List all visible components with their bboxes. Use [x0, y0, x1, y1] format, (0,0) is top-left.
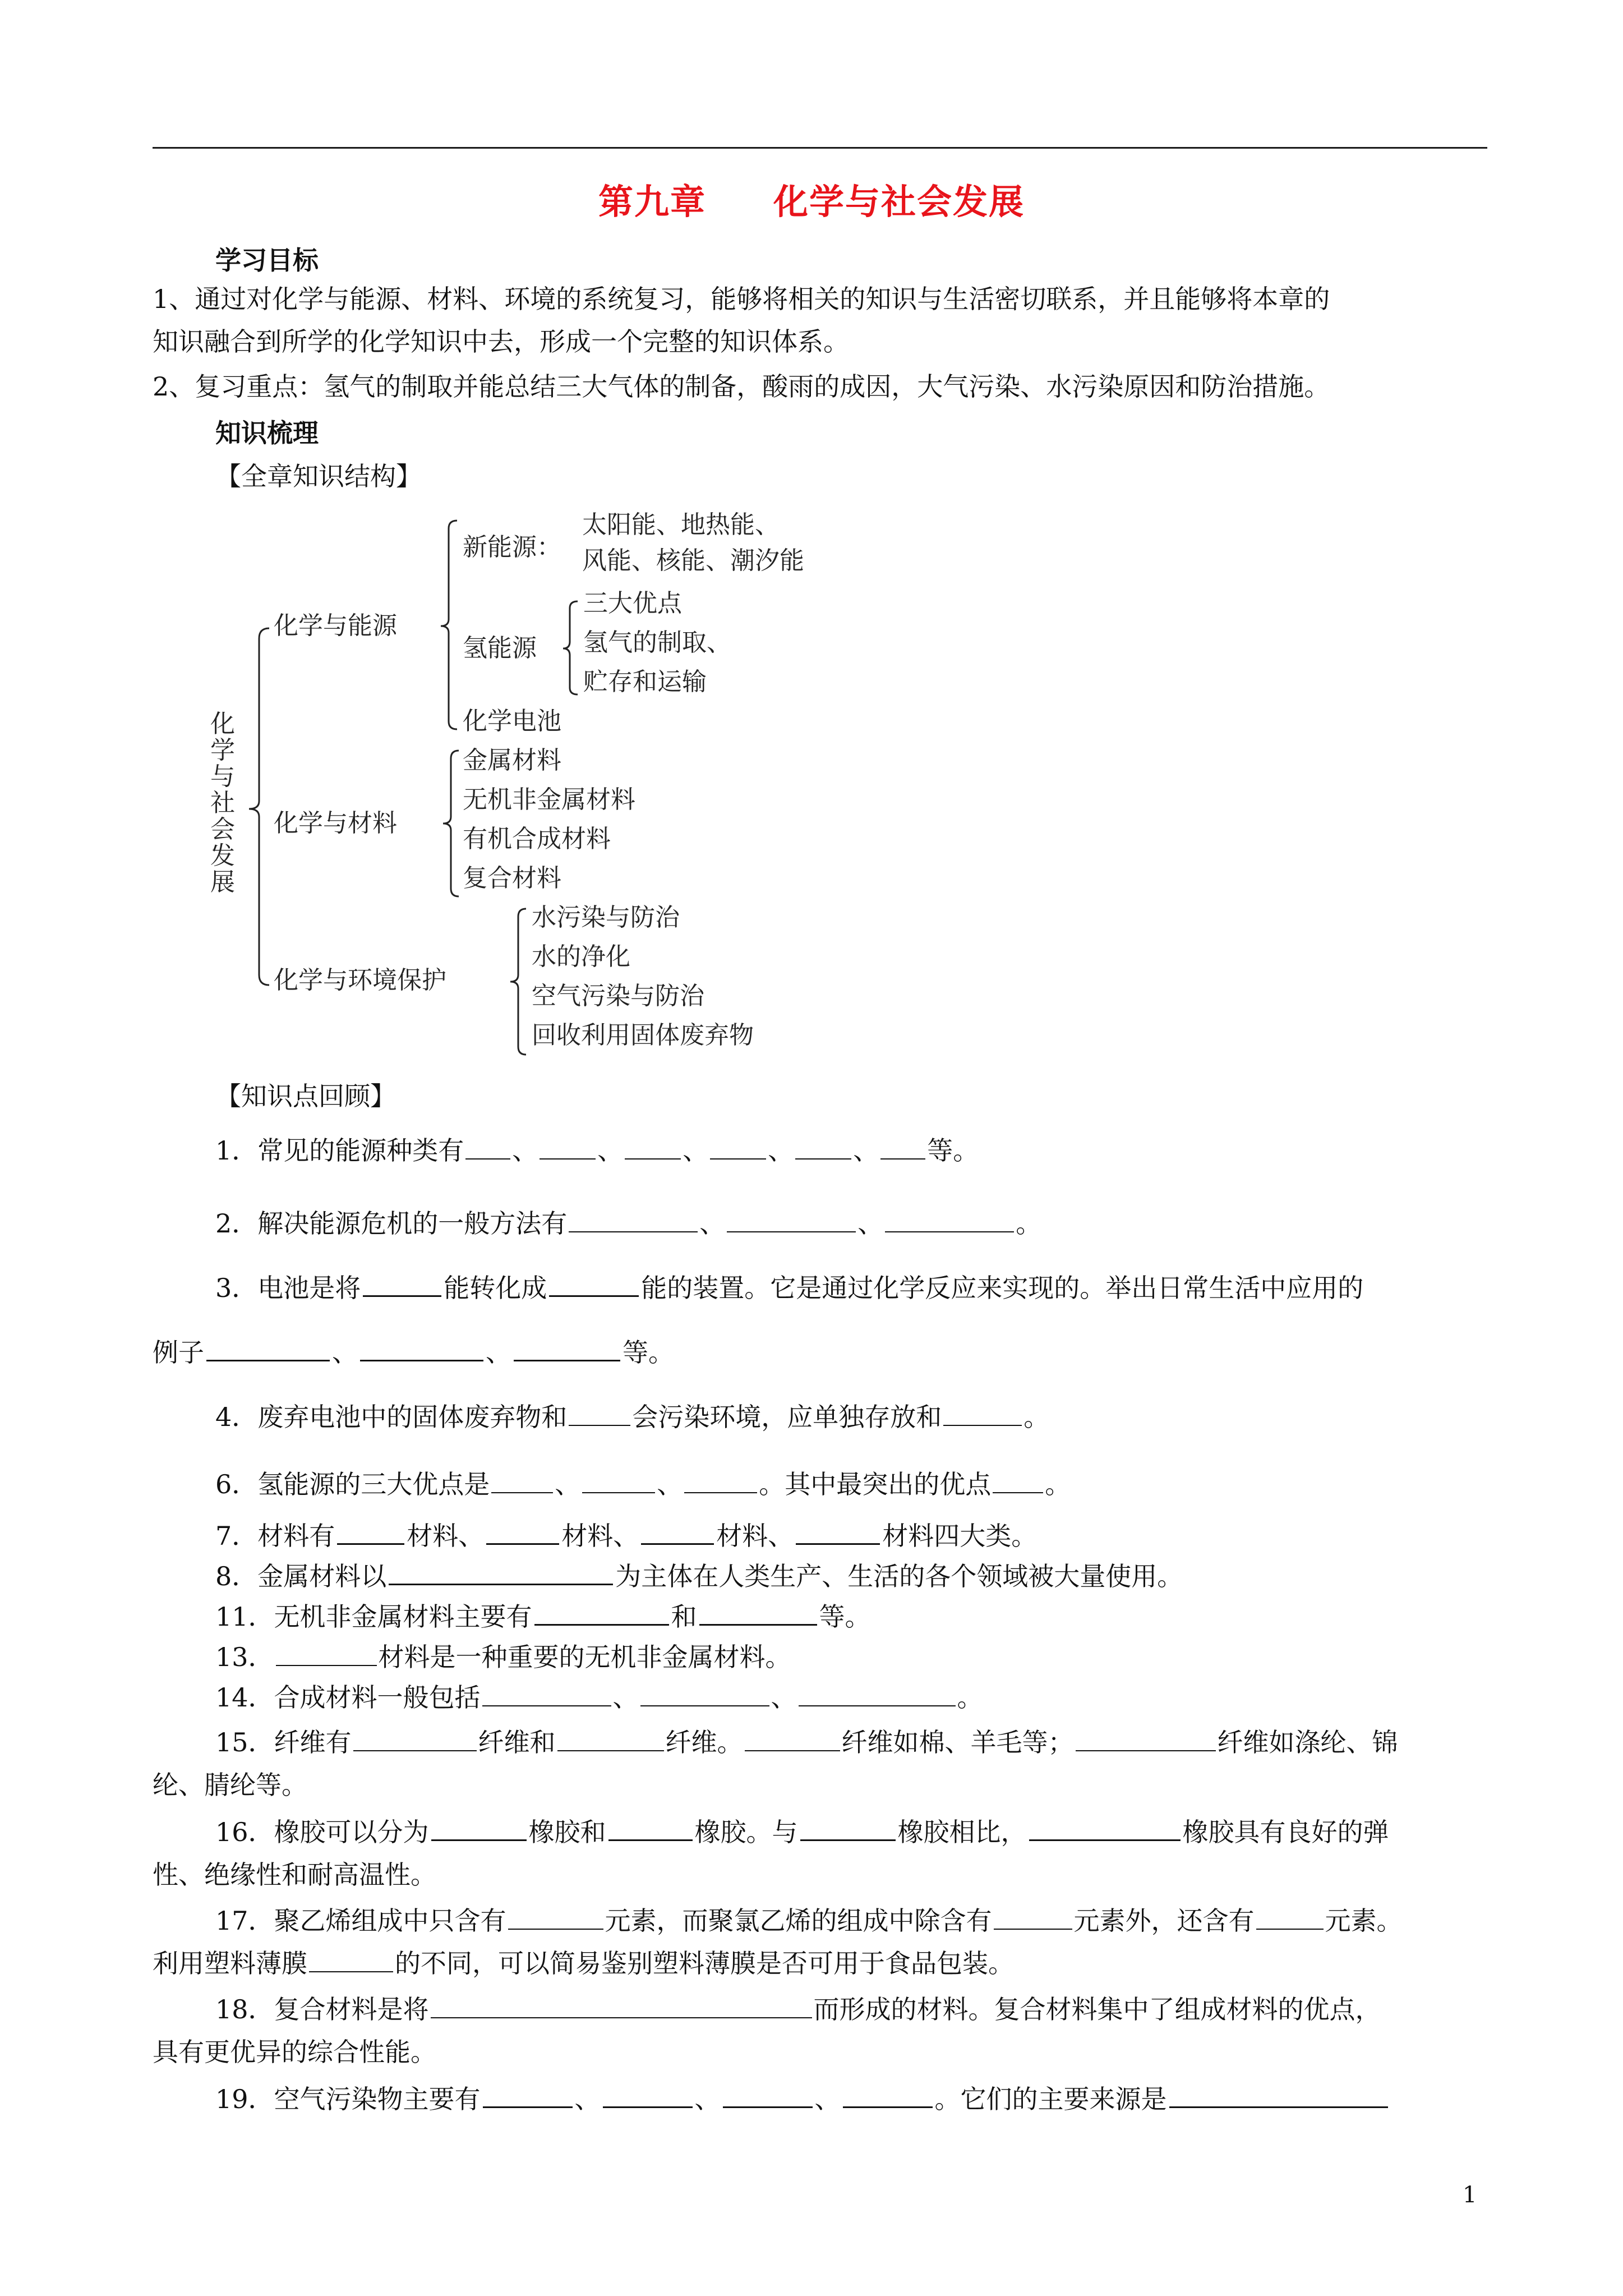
answer-blank[interactable]	[353, 1727, 477, 1751]
hydrogen-item-2: 氢气的制取、	[583, 628, 731, 657]
answer-blank[interactable]	[684, 1469, 757, 1493]
question-text: 橡胶和	[528, 1817, 606, 1847]
answer-blank[interactable]	[486, 1520, 559, 1545]
question-text: 11．无机非金属材料主要有	[215, 1602, 532, 1632]
knowledge-heading: 知识梳理	[215, 418, 319, 448]
question-19	[215, 2079, 1390, 2116]
question-18	[215, 1989, 1381, 2026]
answer-blank[interactable]	[569, 1208, 698, 1232]
root-char: 学	[210, 736, 235, 765]
question-text: 纤维如棉、羊毛等；	[841, 1727, 1074, 1757]
answer-blank[interactable]	[309, 1948, 393, 1972]
material-item-3: 有机合成材料	[463, 825, 611, 853]
hydrogen-brace	[563, 601, 578, 694]
new-energy-label: 新能源：	[463, 533, 561, 562]
question-text: 纤维和	[478, 1727, 556, 1757]
question-text: 利用塑料薄膜	[153, 1948, 307, 1978]
answer-blank[interactable]	[483, 2083, 573, 2108]
answer-blank[interactable]	[582, 1469, 655, 1493]
separator: 、	[612, 1682, 639, 1713]
question-3	[215, 1268, 1363, 1305]
question-14	[215, 1677, 983, 1714]
answer-blank[interactable]	[993, 1469, 1043, 1493]
separator: 、	[814, 2084, 841, 2114]
separator: 、	[683, 1135, 709, 1166]
question-text: 。	[1023, 1402, 1050, 1432]
answer-blank[interactable]	[337, 1520, 404, 1545]
question-text: 材料四大类。	[882, 1521, 1038, 1551]
answer-blank[interactable]	[431, 1816, 527, 1841]
separator: 、	[486, 1337, 511, 1368]
answer-blank[interactable]	[843, 2083, 933, 2108]
question-text: 等。	[623, 1337, 674, 1368]
question-text: 17．聚乙烯组成中只含有	[215, 1906, 506, 1936]
answer-blank[interactable]	[710, 1135, 766, 1159]
question-text: 橡胶具有良好的弹	[1182, 1817, 1389, 1847]
new-energy-item-2: 风能、核能、潮汐能	[582, 546, 804, 575]
question-17-continued	[153, 1943, 1014, 1980]
question-text: 14．合成材料一般包括	[215, 1682, 481, 1713]
question-text: 19．空气污染物主要有	[215, 2084, 481, 2114]
question-18-continued: 具有更优异的综合性能。	[153, 2037, 436, 2067]
branch-energy: 化学与能源	[274, 611, 397, 640]
question-text: 纤维如涤纶、锦	[1217, 1727, 1398, 1757]
answer-blank[interactable]	[796, 1520, 880, 1545]
question-11	[215, 1596, 871, 1634]
answer-blank[interactable]	[994, 1906, 1072, 1930]
question-text: 纤维。	[665, 1727, 743, 1757]
question-text: 元素。	[1325, 1906, 1403, 1936]
answer-blank[interactable]	[699, 1601, 817, 1626]
chapter-title	[0, 174, 1623, 224]
separator: 、	[555, 1469, 581, 1499]
question-text: 。	[1016, 1208, 1042, 1239]
answer-blank[interactable]	[389, 1561, 613, 1585]
separator: 、	[853, 1135, 879, 1166]
answer-blank[interactable]	[557, 1727, 664, 1751]
question-text: 等。	[927, 1135, 979, 1166]
answer-blank[interactable]	[206, 1337, 330, 1361]
question-text: 。	[957, 1682, 983, 1713]
question-text: 18．复合材料是将	[215, 1994, 429, 2024]
question-17	[215, 1901, 1403, 1938]
question-2	[215, 1203, 1041, 1240]
answer-blank[interactable]	[1076, 1727, 1216, 1751]
question-text: 能转化成	[444, 1273, 547, 1303]
question-3-continued	[153, 1332, 674, 1369]
chemical-battery: 化学电池	[463, 707, 561, 735]
diagram-root	[210, 710, 235, 896]
answer-blank[interactable]	[943, 1402, 1022, 1426]
answer-blank[interactable]	[625, 1135, 681, 1159]
environment-item-1: 水污染与防治	[532, 903, 680, 932]
question-text: 16．橡胶可以分为	[215, 1817, 429, 1847]
question-13	[215, 1637, 791, 1674]
knowledge-structure-diagram	[191, 494, 920, 1071]
answer-blank[interactable]	[641, 1520, 714, 1545]
branch-materials: 化学与材料	[274, 809, 397, 838]
question-text: 4．废弃电池中的固体废弃物和	[215, 1402, 568, 1432]
question-text: 材料、	[716, 1521, 794, 1551]
question-text: 2．解决能源危机的一般方法有	[215, 1208, 568, 1239]
materials-brace	[443, 751, 459, 896]
goal-1-line-1: 1、通过对化学与能源、材料、环境的系统复习，能够将相关的知识与生活密切联系，并且能够将本章的	[153, 284, 1330, 314]
answer-blank[interactable]	[885, 1208, 1014, 1232]
answer-blank[interactable]	[491, 1469, 553, 1493]
separator: 、	[657, 1469, 683, 1499]
question-text: 例子	[153, 1337, 204, 1368]
hydrogen-item-3: 贮存和运输	[583, 668, 707, 696]
hydrogen-item-1: 三大优点	[583, 589, 682, 618]
separator: 、	[857, 1208, 884, 1239]
hydrogen-energy-label: 氢能源	[463, 634, 537, 662]
question-4	[215, 1397, 1049, 1434]
answer-blank[interactable]	[534, 1601, 669, 1626]
answer-blank[interactable]	[880, 1135, 925, 1159]
separator: 、	[694, 2084, 721, 2114]
environment-item-2: 水的净化	[532, 942, 630, 971]
answer-blank[interactable]	[640, 1682, 769, 1706]
environment-brace	[510, 909, 526, 1055]
question-text: 橡胶。与	[694, 1817, 798, 1847]
environment-item-3: 空气污染与防治	[532, 982, 704, 1010]
new-energy-item-1: 太阳能、地热能、	[582, 510, 780, 539]
question-text: 。它们的主要来源是	[934, 2084, 1167, 2114]
environment-item-4: 回收利用固体废弃物	[532, 1021, 754, 1050]
question-text: 材料是一种重要的无机非金属材料。	[378, 1642, 791, 1672]
branch-environment: 化学与环境保护	[274, 966, 446, 995]
question-text: 橡胶相比，	[897, 1817, 1027, 1847]
question-text: 会污染环境，应单独存放和	[632, 1402, 942, 1432]
question-text: 能的装置。它是通过化学反应来实现的。举出日常生活中应用的	[641, 1273, 1364, 1303]
root-char: 会	[210, 815, 235, 844]
question-text: 材料、	[407, 1521, 485, 1551]
answer-blank[interactable]	[363, 1272, 441, 1297]
goal-2: 2、复习重点：氢气的制取并能总结三大气体的制备，酸雨的成因，大气污染、水污染原因和防治措施。	[153, 371, 1330, 402]
question-1	[215, 1130, 979, 1167]
answer-blank[interactable]	[1169, 2083, 1388, 2108]
separator: 、	[597, 1135, 624, 1166]
question-text: 元素，而聚氯乙烯的组成中除含有	[605, 1906, 992, 1936]
answer-blank[interactable]	[1029, 1816, 1181, 1841]
material-item-4: 复合材料	[463, 864, 561, 892]
separator: 、	[512, 1135, 538, 1166]
main-brace	[249, 628, 269, 985]
header-rule	[153, 147, 1487, 149]
question-16-continued: 性、绝缘性和耐高温性。	[153, 1860, 436, 1890]
question-text: 8．金属材料以	[215, 1561, 387, 1591]
question-text: 的不同，可以简易鉴别塑料薄膜是否可用于食品包装。	[395, 1948, 1014, 1978]
answer-blank[interactable]	[431, 1994, 812, 2018]
goal-1-line-2: 知识融合到所学的化学知识中去，形成一个完整的知识体系。	[153, 326, 849, 357]
answer-blank[interactable]	[603, 2083, 693, 2108]
answer-blank[interactable]	[800, 1816, 896, 1841]
answer-blank[interactable]	[795, 1135, 851, 1159]
question-text: 1．常见的能源种类有	[215, 1135, 464, 1166]
root-char: 化	[210, 710, 235, 738]
answer-blank[interactable]	[360, 1337, 483, 1361]
question-text: 元素外，还含有	[1073, 1906, 1255, 1936]
answer-blank[interactable]	[569, 1402, 630, 1426]
answer-blank[interactable]	[482, 1682, 611, 1706]
answer-blank[interactable]	[465, 1135, 510, 1159]
question-15-continued: 纶、腈纶等。	[153, 1770, 307, 1800]
energy-brace	[441, 521, 457, 729]
root-char: 社	[210, 789, 235, 817]
chapter-name: 化学与社会发展	[773, 181, 1025, 222]
question-7	[215, 1516, 1037, 1553]
question-text: 等。	[819, 1602, 871, 1632]
question-15	[215, 1722, 1398, 1759]
review-label: 【知识点回顾】	[215, 1081, 396, 1111]
question-text: 15．纤维有	[215, 1727, 352, 1757]
answer-blank[interactable]	[508, 1906, 603, 1930]
question-text: 6．氢能源的三大优点是	[215, 1469, 490, 1499]
answer-blank[interactable]	[1256, 1906, 1324, 1930]
separator: 、	[699, 1208, 726, 1239]
material-item-2: 无机非金属材料	[463, 785, 635, 814]
answer-blank[interactable]	[799, 1682, 956, 1706]
question-text: 。其中最突出的优点	[759, 1469, 992, 1499]
chapter-number: 第九章	[598, 181, 706, 222]
separator: 、	[768, 1135, 794, 1166]
answer-blank[interactable]	[723, 2083, 813, 2108]
structure-label: 【全章知识结构】	[215, 461, 422, 491]
answer-blank[interactable]	[745, 1727, 840, 1751]
question-8	[215, 1556, 1183, 1593]
question-text: 而形成的材料。复合材料集中了组成材料的优点，	[813, 1994, 1381, 2024]
question-text: 和	[671, 1602, 697, 1632]
goals-heading: 学习目标	[215, 245, 319, 275]
question-text: 13．	[215, 1642, 274, 1672]
separator: 、	[332, 1337, 358, 1368]
question-16	[215, 1812, 1389, 1849]
answer-blank[interactable]	[276, 1642, 377, 1666]
question-text: 为主体在人类生产、生活的各个领域被大量使用。	[615, 1561, 1183, 1591]
question-text: 。	[1045, 1469, 1071, 1499]
material-item-1: 金属材料	[463, 746, 561, 775]
answer-blank[interactable]	[514, 1337, 620, 1361]
question-text: 7．材料有	[215, 1521, 335, 1551]
separator: 、	[771, 1682, 797, 1713]
question-text: 3．电池是将	[215, 1273, 361, 1303]
root-char: 与	[210, 762, 235, 791]
root-char: 展	[210, 868, 235, 896]
answer-blank[interactable]	[549, 1272, 639, 1297]
page-number: 1	[1463, 2182, 1477, 2208]
question-6	[215, 1464, 1071, 1501]
separator: 、	[574, 2084, 601, 2114]
answer-blank[interactable]	[727, 1208, 856, 1232]
question-text: 材料、	[561, 1521, 639, 1551]
answer-blank[interactable]	[540, 1135, 596, 1159]
root-char: 发	[210, 841, 235, 870]
answer-blank[interactable]	[608, 1816, 693, 1841]
